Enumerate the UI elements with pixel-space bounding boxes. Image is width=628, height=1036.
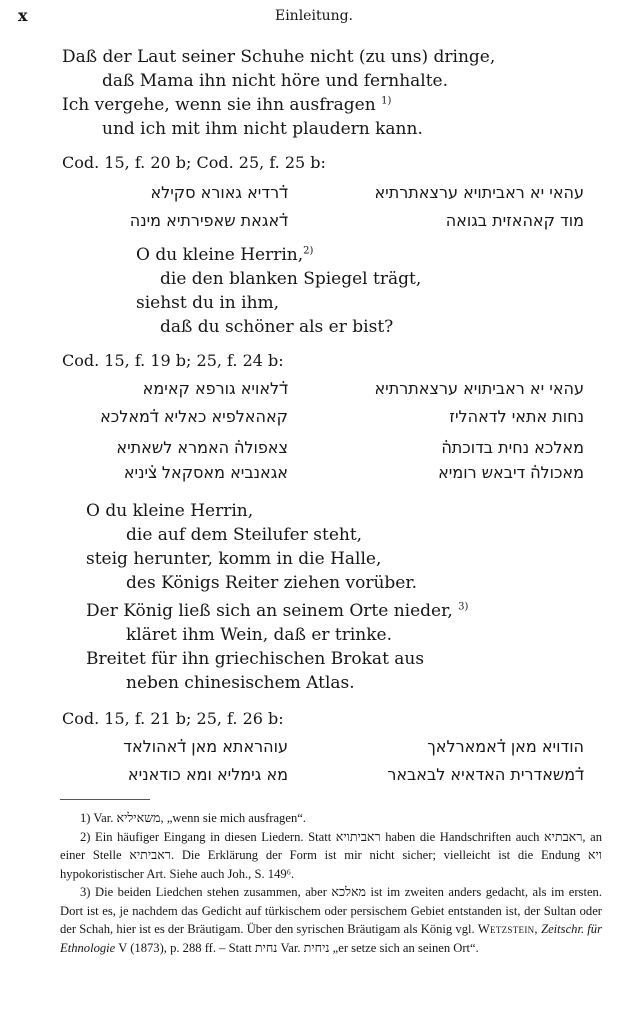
hebrew-line-right: הודויא מאן ד֗אמארלאך [427, 737, 584, 756]
codex-reference: Cod. 15, f. 19 b; 25, f. 24 b: [62, 351, 284, 370]
verse-line: Daß der Laut seiner Schuhe nicht (zu uns) dringe, [62, 47, 496, 67]
hebrew-line-right: עהאי יא ראביתויא ערצאתרתיא [374, 379, 584, 398]
verse-line: daß du schöner als er bist? [160, 317, 394, 337]
hebrew-line-left: צאפולה֗ האמרא לשאתיא [116, 438, 288, 457]
footnotes [60, 809, 602, 957]
hebrew-line-left: עוהראתא מאן ד֗אהולאד [123, 737, 288, 756]
verse-line: Der König ließ sich an seinem Orte nieder, $^{3)}$ [86, 601, 469, 621]
verse-line: steig herunter, komm in die Halle, [86, 549, 382, 569]
hebrew-line-right: נחות אתאי לדאהליז [449, 407, 584, 426]
hebrew-line-left: ד֗לאויא גורפא קאימא [142, 379, 288, 398]
verse-line: Breitet für ihn griechischen Brokat aus [86, 649, 425, 669]
hebrew-line-left: אגאנביא מאסקאל צ֗יניא [123, 463, 288, 482]
verse-line: O du kleine Herrin, [86, 501, 254, 521]
running-title: Einleitung. [274, 8, 354, 24]
hebrew-line-right: מאכולה֗ דיבאש רומיא [438, 463, 584, 482]
hebrew-line-right: ד֗משאדרית האדאיא לבאבאר [387, 765, 584, 784]
verse-line: Ich vergehe, wenn sie ihn ausfragen $^{1)}$ [62, 95, 392, 115]
verse-line: siehst du in ihm, [136, 293, 280, 313]
hebrew-line-right: עהאי יא ראביתויא ערצאתרתיא [374, 183, 584, 202]
codex-reference: Cod. 15, f. 20 b; Cod. 25, f. 25 b: [62, 153, 326, 172]
hebrew-line-right: מאלכא נחית בדוכתה֗ [441, 438, 584, 457]
verse-line: kläret ihm Wein, daß er trinke. [126, 625, 393, 645]
verse-line: des Königs Reiter ziehen vorüber. [126, 573, 418, 593]
verse-line: O du kleine Herrin,$^{2)}$ [136, 245, 314, 265]
hebrew-line-left: מא גימליא ומא כודאניא [127, 765, 288, 784]
verse-line: daß Mama ihn nicht höre und fernhalte. [102, 71, 449, 91]
hebrew-line-left: ד֗אגאת שאפירתיא מינה [129, 211, 288, 230]
author-name: Wetzstein, [477, 922, 538, 936]
verse-line: und ich mit ihm nicht plaudern kann. [102, 119, 423, 139]
footnote-rule [60, 799, 150, 800]
journal-title: Zeitschr. für Ethnologie [60, 922, 602, 955]
verse-line: die den blanken Spiegel trägt, [160, 269, 422, 289]
verse-line: neben chinesischem Atlas. [126, 673, 355, 693]
page-number: x [18, 6, 28, 25]
footnote-1: 1) Var. משאיליא, „wenn sie mich ausfragen“. [80, 811, 306, 825]
footnote-ref[interactable]: 1) [381, 95, 392, 107]
footnote-3: 3) Die beiden Liedchen stehen zusammen, aber מאלכא ist im zweiten anders gedacht, als im ersten. Dort ist es, je nachdem das Gedicht auf türkischem oder persischem Gebiet entstanden ist, der Sultan oder der Schah, hier ist es der Bräutigam. Über den syrischen Bräutigam als König vgl. Wetzstein, Zeitschr. für Ethnologie V (1873), p. 288 ff. – Statt נחית Var. ניחית „er setze sich an seinen Ort“. [60, 885, 602, 955]
footnote-ref[interactable]: 2) [303, 245, 314, 257]
verse-line: die auf dem Steilufer steht, [126, 525, 363, 545]
footnote-ref[interactable]: 3) [458, 601, 469, 613]
hebrew-line-right: מוד קאהאזית בגואה [445, 211, 584, 230]
hebrew-line-left: קאהאלפיא כאליא ד֗מאלכא [100, 407, 288, 426]
hebrew-line-left: ד֗רדיא גאורא סקילא [150, 183, 288, 202]
codex-reference: Cod. 15, f. 21 b; 25, f. 26 b: [62, 709, 284, 728]
page-header [0, 6, 628, 30]
footnote-2: 2) Ein häufiger Eingang in diesen Liedern. Statt ראביתויא haben die Handschriften auch ראבתיא, an einer Stelle ראביתיא. Die Erklärung der Form ist mir nicht sicher; vielleicht ist die Endung ויא hypokoristischer Art. Siehe auch Joh., S. 149⁶. [60, 829, 602, 881]
